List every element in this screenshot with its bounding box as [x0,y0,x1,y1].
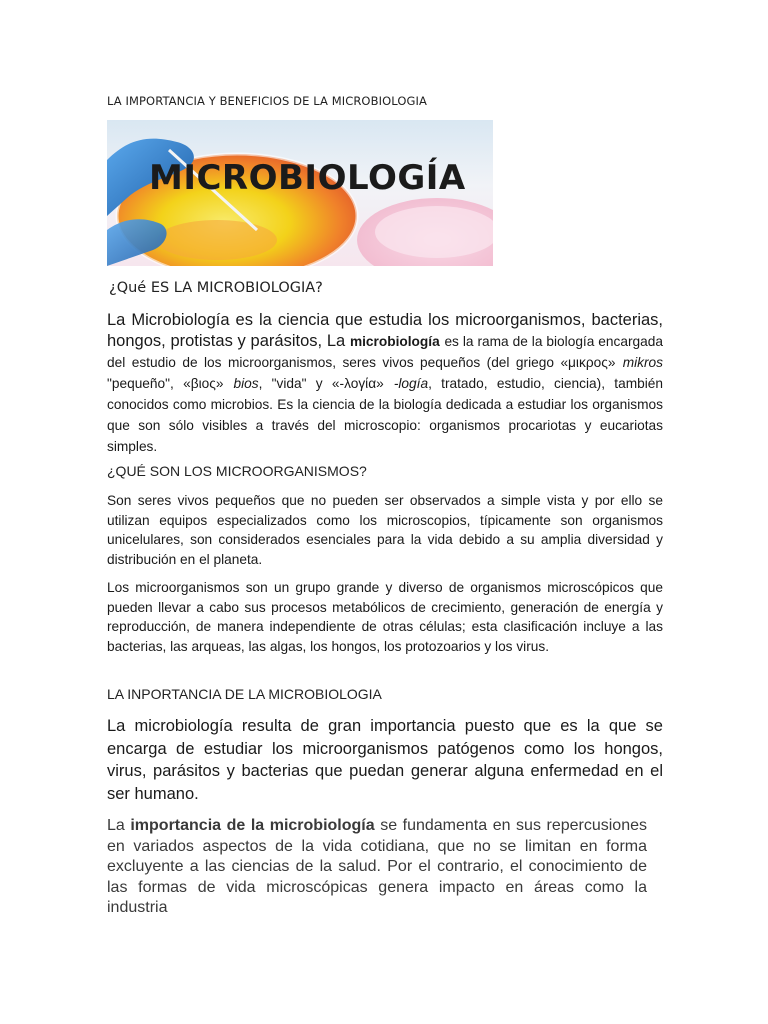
paragraph-microorganismos-1: Son seres vivos pequeños que no pueden ser observados a simple vista y por ello se utilizan equipos especializados como los microscopios, típicamente son organismos unicelulares, son considerados esenciales para la vida debido a su amplia diversidad y distribución en el planeta. [107,493,663,567]
paragraph-importancia-1: La microbiología resulta de gran importancia puesto que es la que se encarga de estudiar los microorganismos patógenos como los hongos, virus, parásitos y bacterias que puedan generar alguna enfermedad en el ser humano. [107,717,663,803]
section-lead-paragraph [107,310,663,457]
section-heading-que-es: ¿Qué ES LA MICROBIOLOGIA? [109,280,323,296]
section-heading-microorganismos: ¿QUÉ SON LOS MICROORGANISMOS? [107,463,367,479]
definition-text-d: , tratado, estudio, ciencia), también conocidos como microbios. Es la ciencia de la biología dedicada a estudiar los organismos que son sólo visibles a través del microscopio: organismos procariotas y eucariotas simples. [107,376,663,454]
paragraph-microorganismos-2: Los microorganismos son un grupo grande y diverso de organismos microscópicos que pueden llevar a cabo sus procesos metabólicos de crecimiento, generación de energía y reproducción, de manera independiente de otras células; esta clasificación incluye a las bacterias, las arqueas, las algas, los hongos, los protozoarios y los virus. [107,580,663,654]
lead-continuation-prefix: La [326,332,346,350]
definition-text-b: "pequeño", «βιος» [107,376,224,391]
importancia-rest: se fundamenta en sus repercusiones en variados aspectos de la vida cotidiana, que no se limitan en forma excluyente a las ciencias de la salud. Por el contrario, el conocimiento de las formas de vida microscópicas genera impacto en áreas como la industria [107,817,648,916]
definition-text-a: es la rama de la biología encargada del estudio de los microorganismos, seres vivos pequeños (del griego «μικρος» [107,334,663,370]
paragraph-importancia-2 [107,816,647,919]
importancia-prefix: La [107,817,125,834]
bold-term-importancia: importancia de la microbiología [130,817,375,834]
definition-text-c: , "vida" y «-λογία» [258,376,384,391]
lead-text: La Microbiología es la ciencia que estudia los microorganismos, bacterias, hongos, protistas y parásitos, [107,311,663,350]
banner-title-text: MICROBIOLOGÍA [149,158,466,198]
bold-term-microbiologia: microbiología [349,334,440,349]
section-heading-importancia: LA INPORTANCIA DE LA MICROBIOLOGIA [107,686,382,702]
term-mikros: mikros [622,355,663,370]
term-bios: bios [233,376,259,391]
document-title: LA IMPORTANCIA Y BENEFICIOS DE LA MICROBIOLOGIA [107,94,427,108]
term-logia: -logía [393,376,429,391]
microbiology-banner-image [107,120,493,266]
